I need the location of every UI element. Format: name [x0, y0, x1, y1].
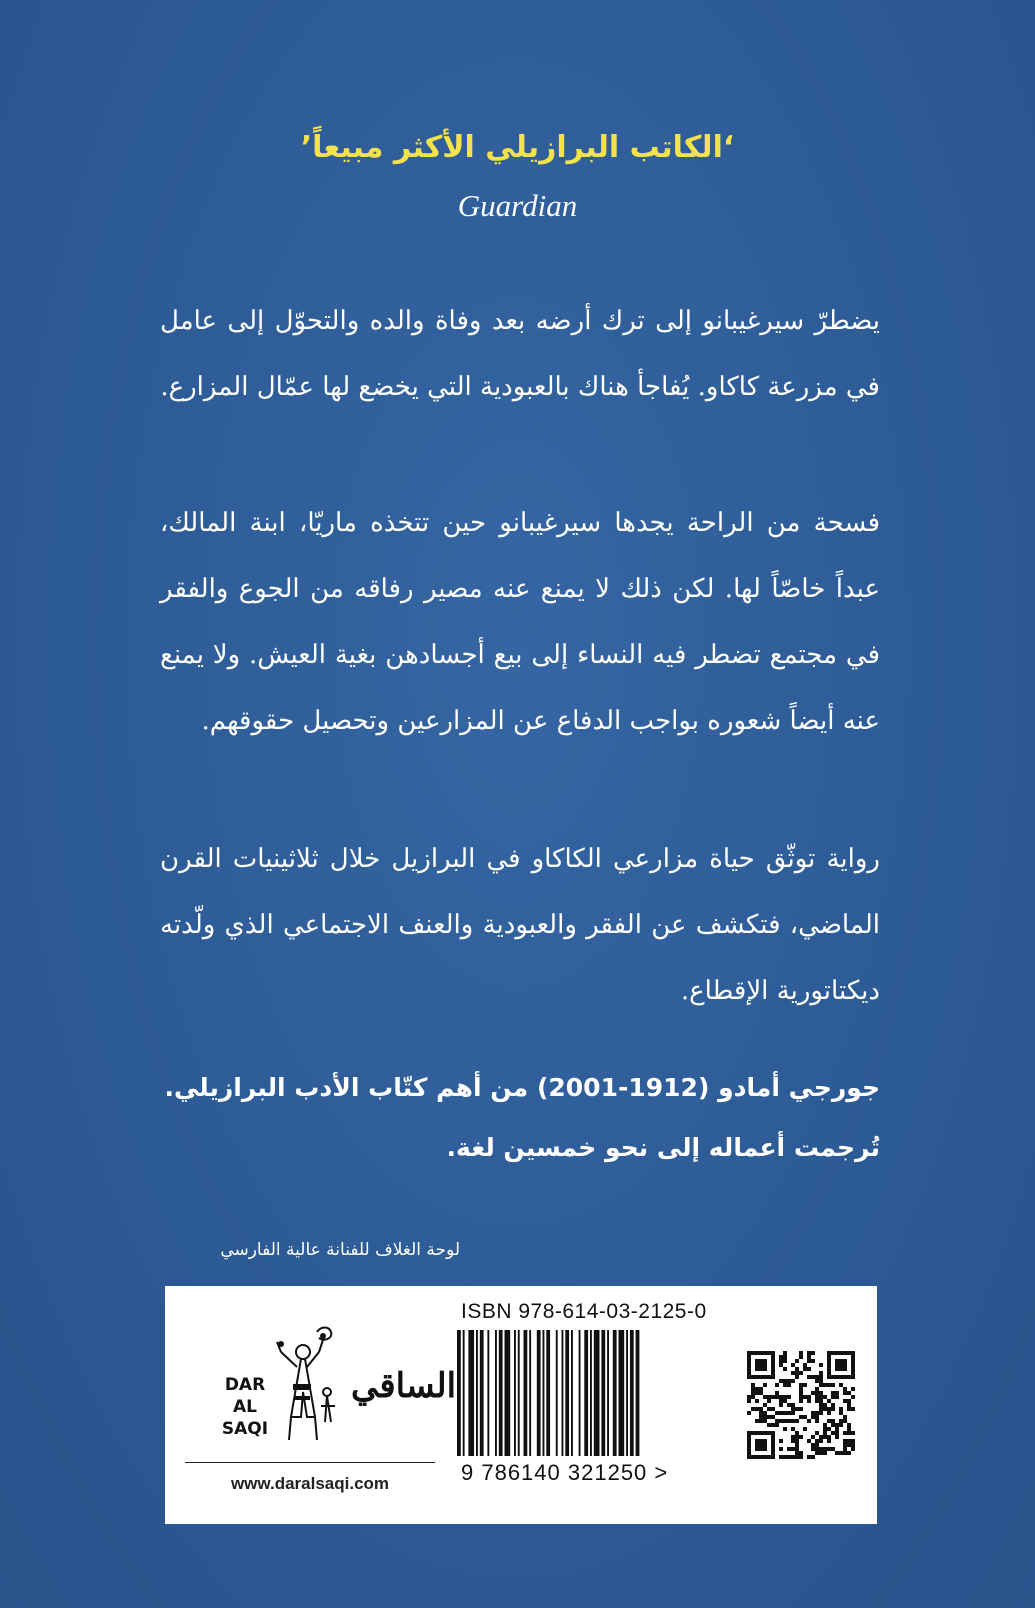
qr-module [819, 1383, 823, 1387]
qr-module [843, 1391, 847, 1395]
qr-module [779, 1379, 783, 1383]
barcode-bar [562, 1330, 564, 1456]
qr-module [823, 1431, 827, 1435]
qr-module [827, 1447, 831, 1451]
qr-module [779, 1403, 783, 1407]
qr-module [787, 1383, 791, 1387]
qr-module [759, 1407, 763, 1411]
qr-module [803, 1383, 807, 1387]
barcode-bar [487, 1330, 489, 1456]
qr-module [755, 1391, 759, 1395]
qr-module [815, 1395, 819, 1399]
isbn-label: ISBN 978-614-03-2125-0 [461, 1300, 707, 1323]
qr-module [819, 1363, 823, 1367]
qr-module [787, 1447, 791, 1451]
barcode-bar [571, 1330, 573, 1456]
qr-module [791, 1371, 795, 1375]
qr-module [791, 1407, 795, 1411]
qr-module [791, 1419, 795, 1423]
barcode-bar [626, 1330, 628, 1456]
qr-module [839, 1383, 843, 1387]
qr-module [751, 1383, 755, 1387]
qr-module [819, 1403, 823, 1407]
barcode-bar [505, 1330, 511, 1456]
qr-module [775, 1411, 779, 1415]
qr-module [851, 1443, 855, 1447]
qr-module [835, 1395, 839, 1399]
cover-art-credit: لوحة الغلاف للفنانة عالية الفارسي [220, 1240, 460, 1260]
qr-module [767, 1399, 771, 1403]
qr-module [755, 1359, 767, 1371]
qr-module [843, 1415, 847, 1419]
barcode-bar [590, 1330, 592, 1456]
qr-module [799, 1455, 803, 1459]
qr-module [775, 1423, 779, 1427]
barcode-bar [518, 1330, 520, 1456]
qr-module [799, 1355, 803, 1359]
barcode-bar [579, 1330, 581, 1456]
qr-module [775, 1395, 779, 1399]
qr-module [823, 1447, 827, 1451]
qr-module [759, 1391, 763, 1395]
qr-module [755, 1439, 767, 1451]
qr-module [791, 1363, 795, 1367]
qr-module [831, 1407, 835, 1411]
qr-module [795, 1443, 799, 1447]
qr-module [779, 1399, 783, 1403]
qr-module [759, 1411, 763, 1415]
qr-module [755, 1387, 759, 1391]
qr-module [791, 1379, 795, 1383]
qr-module [815, 1431, 819, 1435]
qr-module [815, 1415, 819, 1419]
qr-module [799, 1351, 803, 1355]
qr-module [819, 1435, 823, 1439]
qr-module [771, 1423, 775, 1427]
qr-module [763, 1403, 767, 1407]
qr-module [847, 1427, 851, 1431]
qr-module [815, 1379, 819, 1383]
qr-module [779, 1355, 783, 1359]
qr-module [827, 1435, 831, 1439]
barcode-bar [556, 1330, 558, 1456]
qr-module [747, 1411, 751, 1415]
barcode-bar [476, 1330, 478, 1456]
qr-module [823, 1407, 827, 1411]
qr-module [835, 1435, 839, 1439]
qr-module [819, 1391, 823, 1395]
qr-module [819, 1395, 823, 1399]
qr-module [831, 1395, 835, 1399]
qr-module [775, 1419, 779, 1423]
qr-module [835, 1423, 839, 1427]
qr-module [779, 1447, 783, 1451]
qr-module [811, 1391, 815, 1395]
qr-module [815, 1391, 819, 1395]
qr-module [851, 1387, 855, 1391]
qr-module [807, 1399, 811, 1403]
qr-module [763, 1419, 767, 1423]
qr-module [807, 1419, 811, 1423]
qr-module [755, 1419, 759, 1423]
qr-module [759, 1415, 763, 1419]
qr-module [819, 1371, 823, 1375]
qr-module [847, 1439, 851, 1443]
barcode-bar [457, 1330, 461, 1456]
barcode-bar [565, 1330, 569, 1456]
qr-module [779, 1419, 783, 1423]
qr-module [835, 1431, 839, 1435]
qr-module [819, 1447, 823, 1451]
publisher-logo-illustration-icon [261, 1322, 351, 1452]
barcode-bar [468, 1330, 474, 1456]
qr-module [791, 1403, 795, 1407]
qr-module [779, 1359, 783, 1363]
qr-module [823, 1423, 827, 1427]
qr-module [823, 1451, 827, 1455]
barcode-bar [529, 1330, 531, 1456]
qr-module [755, 1407, 759, 1411]
qr-module [847, 1443, 851, 1447]
qr-module [799, 1407, 803, 1411]
qr-module [831, 1383, 835, 1387]
qr-module [779, 1455, 783, 1459]
review-quote: ‘الكاتب البرازيلي الأكثر مبيعاً’ [300, 130, 735, 165]
qr-module [803, 1427, 807, 1431]
barcode-bar [537, 1330, 541, 1456]
qr-module [819, 1439, 823, 1443]
publisher-name-ar: الساقي [351, 1366, 457, 1406]
qr-module [751, 1407, 755, 1411]
barcode-bar [543, 1330, 545, 1456]
barcode-bar [601, 1330, 605, 1456]
qr-module [823, 1403, 827, 1407]
barcode-bar [480, 1330, 484, 1456]
qr-module [815, 1411, 819, 1415]
qr-module [799, 1415, 803, 1419]
qr-module [815, 1419, 819, 1423]
qr-module [799, 1451, 803, 1455]
qr-module [759, 1387, 763, 1391]
qr-module [771, 1395, 775, 1399]
barcode-bar [546, 1330, 550, 1456]
barcode-bar [514, 1330, 516, 1456]
qr-module [815, 1387, 819, 1391]
qr-module [795, 1435, 799, 1439]
qr-module [787, 1403, 791, 1407]
qr-module [783, 1351, 787, 1355]
qr-module [823, 1383, 827, 1387]
qr-module [847, 1399, 851, 1403]
qr-module [787, 1395, 791, 1399]
qr-module [851, 1431, 855, 1435]
qr-module [835, 1451, 839, 1455]
qr-module [839, 1451, 843, 1455]
qr-module [839, 1407, 843, 1411]
qr-module [775, 1383, 779, 1387]
qr-module [811, 1411, 815, 1415]
qr-module [847, 1407, 851, 1411]
qr-module [807, 1439, 811, 1443]
qr-module [835, 1427, 839, 1431]
qr-module [767, 1415, 771, 1419]
qr-module [815, 1451, 819, 1455]
qr-module [771, 1407, 775, 1411]
qr-module [807, 1375, 811, 1379]
qr-module [751, 1391, 755, 1395]
qr-module [823, 1427, 827, 1431]
qr-module [843, 1431, 847, 1435]
qr-module [771, 1415, 775, 1419]
qr-module [763, 1383, 767, 1387]
qr-module [811, 1447, 815, 1451]
barcode-bar [495, 1330, 497, 1456]
qr-module [783, 1455, 787, 1459]
qr-module [763, 1411, 767, 1415]
qr-module [811, 1351, 815, 1355]
qr-module [747, 1395, 751, 1399]
qr-module [791, 1455, 795, 1459]
qr-module [783, 1359, 787, 1363]
qr-module [819, 1411, 823, 1415]
qr-module [827, 1419, 831, 1423]
qr-module [847, 1451, 851, 1455]
qr-module [811, 1415, 815, 1419]
qr-module [803, 1415, 807, 1419]
qr-module [843, 1447, 847, 1451]
barcode-bar [613, 1330, 617, 1456]
qr-module [843, 1451, 847, 1455]
qr-module [783, 1395, 787, 1399]
qr-module [799, 1387, 803, 1391]
synopsis-paragraph-1: يضطرّ سيرغيبانو إلى ترك أرضه بعد وفاة والده والتحوّل إلى عامل في مزرعة كاكاو. يُفاجأ هناك بالعبودية التي يخضع لها عمّال المزارع. [160, 306, 880, 402]
publisher-barcode-panel [165, 1286, 877, 1524]
qr-module [819, 1375, 823, 1379]
qr-module [791, 1427, 795, 1431]
qr-module [795, 1451, 799, 1455]
qr-module [775, 1391, 779, 1395]
qr-module [763, 1395, 767, 1399]
qr-module [799, 1395, 803, 1399]
qr-module [811, 1455, 815, 1459]
qr-module [819, 1451, 823, 1455]
qr-module [847, 1431, 851, 1435]
qr-module [843, 1443, 847, 1447]
qr-module [851, 1447, 855, 1451]
qr-module [807, 1355, 811, 1359]
qr-module [791, 1435, 795, 1439]
qr-module [815, 1439, 819, 1443]
barcode-bar [584, 1330, 588, 1456]
qr-module [819, 1407, 823, 1411]
qr-module [819, 1399, 823, 1403]
qr-module [787, 1379, 791, 1383]
quote-source: Guardian [457, 188, 578, 223]
qr-module [807, 1455, 811, 1459]
qr-module [847, 1403, 851, 1407]
qr-module [779, 1395, 783, 1399]
qr-module [791, 1411, 795, 1415]
qr-module [795, 1431, 799, 1435]
qr-module [783, 1367, 787, 1371]
qr-module [767, 1395, 771, 1399]
qr-module [783, 1399, 787, 1403]
qr-module [795, 1447, 799, 1451]
barcode-bar [594, 1330, 600, 1456]
qr-module [807, 1359, 811, 1363]
qr-module [827, 1439, 831, 1443]
qr-module [787, 1455, 791, 1459]
qr-module [759, 1419, 763, 1423]
qr-module [799, 1371, 803, 1375]
qr-module [795, 1371, 799, 1375]
qr-module [807, 1367, 811, 1371]
qr-module [843, 1439, 847, 1443]
qr-module [835, 1391, 839, 1395]
barcode-bar [499, 1330, 503, 1456]
qr-module [819, 1379, 823, 1383]
qr-module [807, 1395, 811, 1399]
qr-module [827, 1407, 831, 1411]
qr-module [823, 1395, 827, 1399]
qr-module [795, 1455, 799, 1459]
publisher-name-en: DAR AL SAQI [221, 1375, 269, 1439]
qr-module [851, 1439, 855, 1443]
qr-module [831, 1431, 835, 1435]
qr-module [795, 1375, 799, 1379]
qr-module [795, 1367, 799, 1371]
qr-module [811, 1359, 815, 1363]
qr-module [779, 1411, 783, 1415]
qr-module [811, 1435, 815, 1439]
qr-module [795, 1359, 799, 1363]
qr-module [835, 1359, 847, 1371]
qr-module [795, 1407, 799, 1411]
qr-module [767, 1407, 771, 1411]
qr-module [803, 1363, 807, 1367]
qr-module [791, 1447, 795, 1451]
barcode [453, 1330, 703, 1460]
qr-module [815, 1443, 819, 1447]
qr-module [843, 1419, 847, 1423]
qr-module [827, 1399, 831, 1403]
qr-module [851, 1407, 855, 1411]
barcode-bar [463, 1330, 465, 1456]
qr-module [831, 1403, 835, 1407]
qr-module [831, 1423, 835, 1427]
qr-module [815, 1447, 819, 1451]
qr-module [815, 1375, 819, 1379]
qr-module [799, 1391, 803, 1395]
qr-module [843, 1387, 847, 1391]
qr-module [755, 1399, 759, 1403]
qr-module [779, 1363, 783, 1367]
qr-module [823, 1435, 827, 1439]
qr-module [847, 1423, 851, 1427]
qr-module [847, 1391, 851, 1395]
qr-module [791, 1439, 795, 1443]
qr-module [763, 1415, 767, 1419]
qr-module [787, 1411, 791, 1415]
publisher-website: www.daralsaqi.com [230, 1474, 390, 1493]
qr-module [795, 1439, 799, 1443]
qr-module [747, 1399, 751, 1403]
qr-code [747, 1351, 855, 1459]
qr-module [811, 1375, 815, 1379]
qr-module [779, 1439, 783, 1443]
barcode-bar [630, 1330, 634, 1456]
qr-module [803, 1395, 807, 1399]
qr-module [783, 1383, 787, 1387]
qr-module [799, 1435, 803, 1439]
qr-module [839, 1411, 843, 1415]
qr-module [783, 1419, 787, 1423]
qr-module [751, 1387, 755, 1391]
qr-module [787, 1419, 791, 1423]
qr-module [767, 1423, 771, 1427]
qr-module [799, 1399, 803, 1403]
divider [185, 1462, 435, 1463]
qr-module [839, 1419, 843, 1423]
synopsis-paragraph-2: فسحة من الراحة يجدها سيرغيبانو حين تتخذه ماريّا، ابنة المالك، عبداً خاصّاً لها. لكن ذلك لا يمنع عنه مصير رفاقه من الجوع والفقر في مجتمع تضطر فيه النساء إلى بيع أجسادهن بغية العيش. ولا يمنع عنه أيضاً شعوره بواجب الدفاع عن المزارعين وتحصيل حقوقهم. [160, 508, 880, 736]
barcode-bar [619, 1330, 625, 1456]
qr-module [811, 1443, 815, 1447]
qr-module [783, 1355, 787, 1359]
author-bio: جورجي أمادو (1912-2001) من أهم كتّاب الأدب البرازيلي. تُرجمت أعماله إلى نحو خمسين لغة. [164, 1073, 880, 1162]
qr-module [843, 1399, 847, 1403]
qr-module [799, 1383, 803, 1387]
qr-module [851, 1395, 855, 1399]
qr-module [783, 1427, 787, 1431]
qr-module [815, 1399, 819, 1403]
barcode-bar [524, 1330, 528, 1456]
qr-module [827, 1427, 831, 1431]
qr-module [831, 1419, 835, 1423]
barcode-digits: 9 786140 321250 > [461, 1460, 669, 1485]
qr-module [831, 1391, 835, 1395]
qr-module [783, 1379, 787, 1383]
qr-module [783, 1411, 787, 1415]
qr-module [803, 1367, 807, 1371]
qr-module [831, 1447, 835, 1451]
barcode-bar [607, 1330, 609, 1456]
qr-module [751, 1395, 755, 1399]
qr-module [827, 1383, 831, 1387]
qr-module [839, 1423, 843, 1427]
qr-module [795, 1419, 799, 1423]
synopsis-paragraph-3: رواية توثّق حياة مزارعي الكاكاو في البرازيل خلال ثلاثينيات القرن الماضي، فتكشف عن الفقر والعبودية والعنف الاجتماعي الذي ولّدته ديكتاتورية الإقطاع. [160, 844, 880, 1006]
qr-module [807, 1351, 811, 1355]
barcode-bar [636, 1330, 640, 1456]
qr-module [827, 1411, 831, 1415]
